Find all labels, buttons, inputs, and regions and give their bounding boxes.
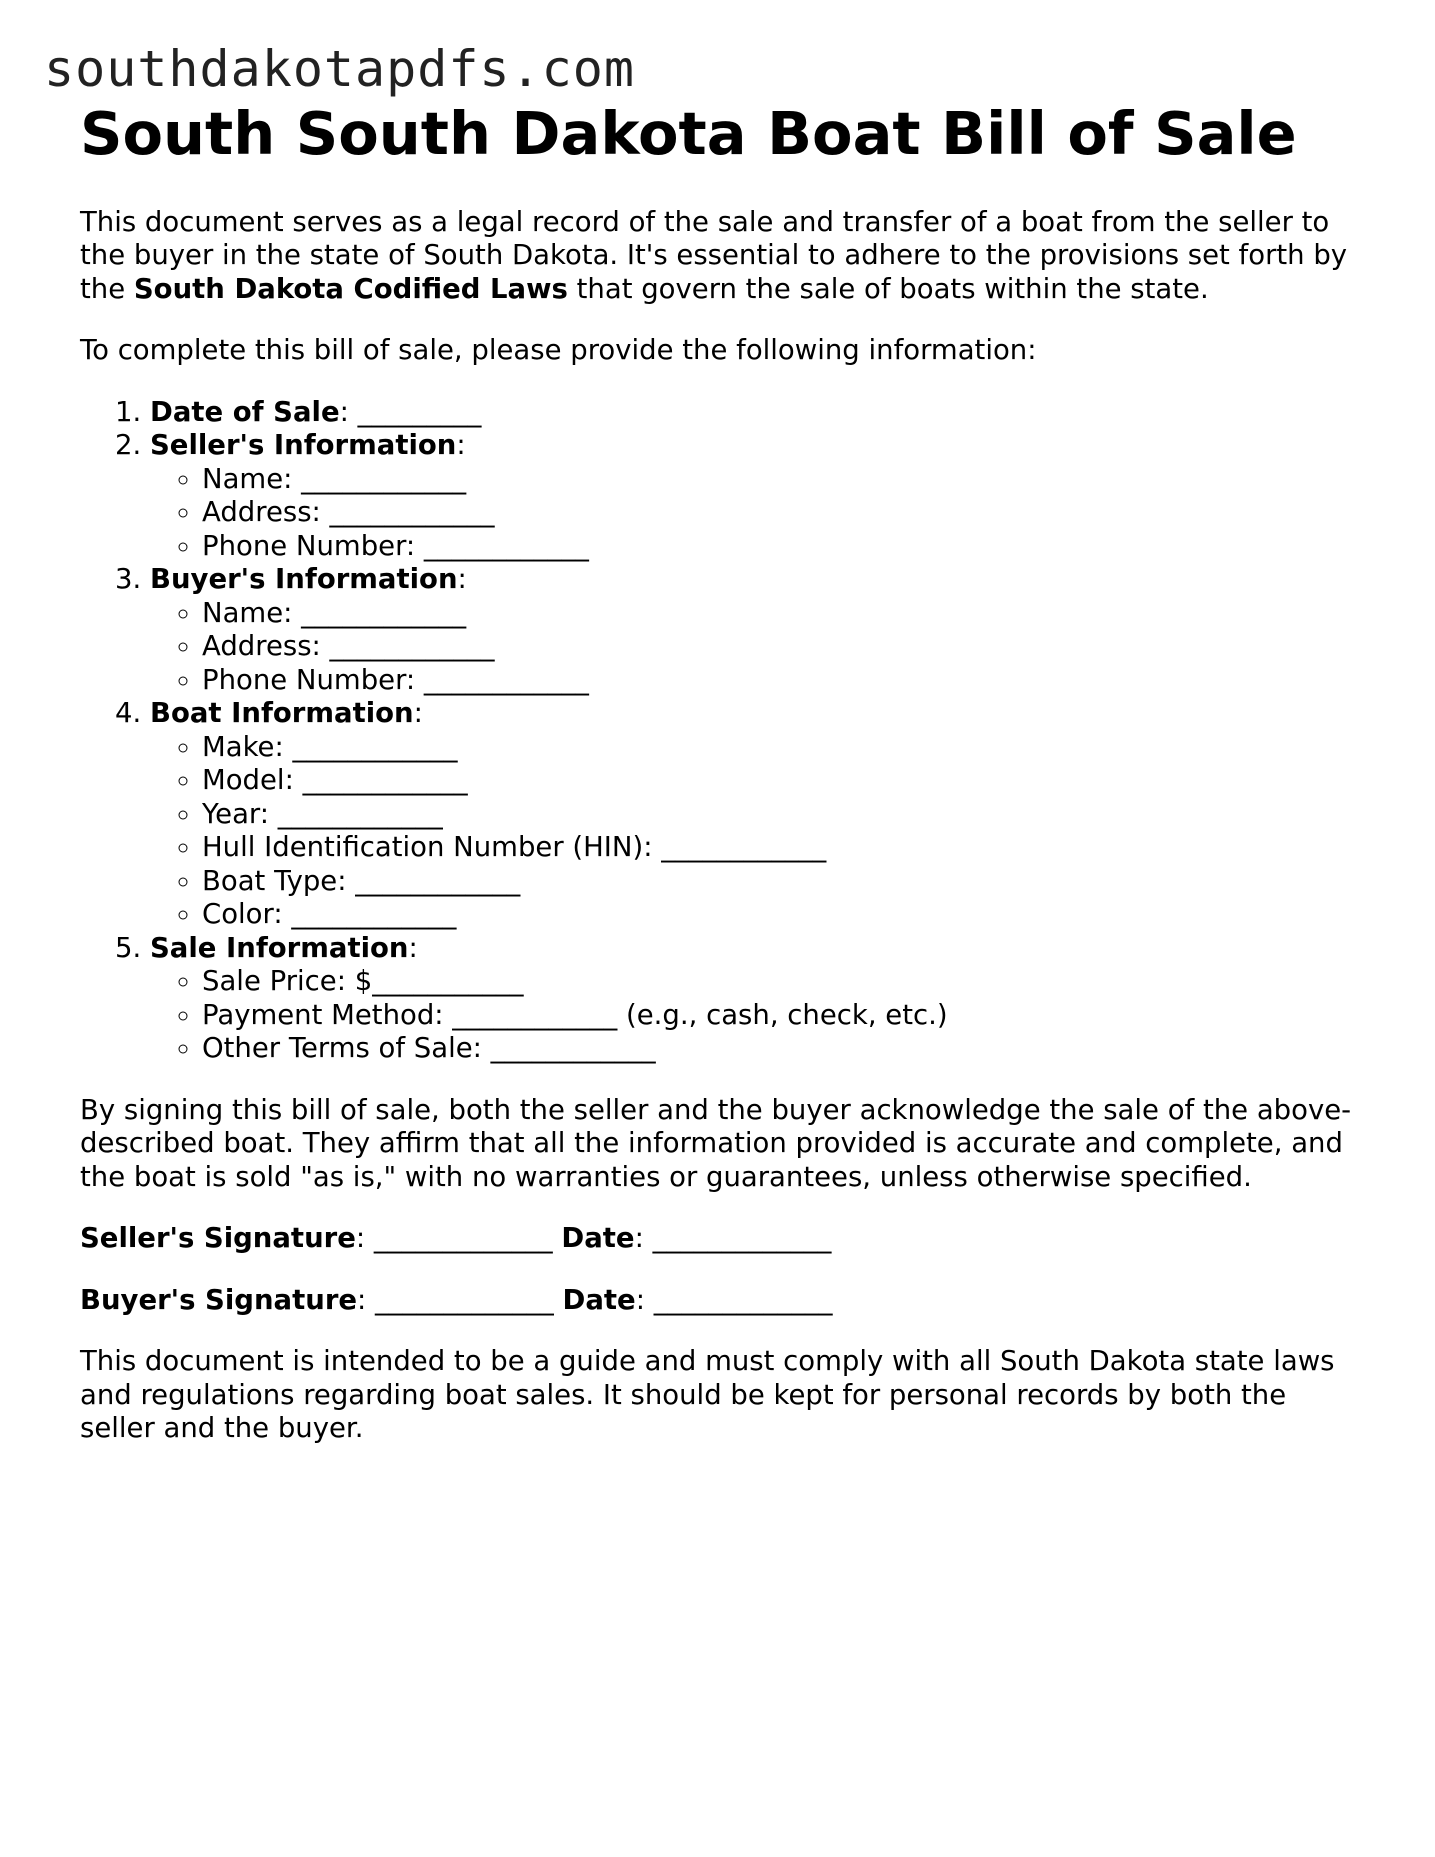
- page-title: South South Dakota Boat Bill of Sale: [80, 99, 1297, 168]
- seller-phone-field[interactable]: ◦ Phone Number: ____________: [202, 530, 1360, 564]
- sale-info-sublist: [150, 965, 1360, 1066]
- buyer-signature-label: Buyer's Signature: [80, 1283, 358, 1316]
- codified-laws-reference: South Dakota Codified Laws: [133, 272, 568, 305]
- buyer-phone-field[interactable]: ◦ Phone Number: ____________: [202, 664, 1360, 698]
- seller-info-label: Seller's Information: [150, 429, 457, 462]
- buyer-name-field[interactable]: ◦ Name: ____________: [202, 597, 1360, 631]
- buyer-info-sublist: [150, 597, 1360, 698]
- boat-color-field[interactable]: ◦ Color: ____________: [202, 898, 1360, 932]
- boat-info-label: Boat Information: [150, 697, 414, 730]
- information-list: [80, 396, 1360, 1066]
- seller-signature-blank[interactable]: : _____________: [355, 1222, 562, 1255]
- sale-price-field[interactable]: ◦ Sale Price: $___________: [202, 965, 1360, 999]
- buyer-date-label: Date: [562, 1283, 636, 1316]
- footer-disclaimer: This document is intended to be a guide and must comply with all South Dakota state laws and regulations regarding boat sales. It should be kept for personal records by both the seller and the buyer.: [80, 1345, 1335, 1445]
- boat-type-field[interactable]: ◦ Boat Type: ____________: [202, 865, 1360, 899]
- buyer-signature-blank[interactable]: : _____________: [357, 1283, 563, 1316]
- buyer-info-label: Buyer's Information: [150, 563, 458, 596]
- date-of-sale-label: Date of Sale: [150, 395, 340, 428]
- list-item-boat-information: 4. Boat Information: ◦ Make: ____________ ◦ Model: ____________ ◦ Year: ____________ ◦ Hull Identification Number (HIN): ____________ ◦ Boat Type: ____________ ◦ Color: ____________: [150, 697, 1360, 932]
- intro-paragraph: [80, 206, 1360, 307]
- boat-make-field[interactable]: ◦ Make: ____________: [202, 731, 1360, 765]
- seller-name-field[interactable]: ◦ Name: ____________: [202, 463, 1360, 497]
- instructions-lead: To complete this bill of sale, please provide the following information:: [80, 334, 1037, 367]
- buyer-address-field[interactable]: ◦ Address: ____________: [202, 630, 1360, 664]
- date-of-sale-blank[interactable]: : _________: [339, 395, 482, 428]
- seller-date-blank[interactable]: : _____________: [634, 1222, 832, 1255]
- site-watermark: southdakotapdfs.com: [44, 40, 635, 98]
- boat-year-field[interactable]: ◦ Year: ____________: [202, 798, 1360, 832]
- seller-address-field[interactable]: ◦ Address: ____________: [202, 496, 1360, 530]
- seller-date-label: Date: [561, 1222, 635, 1255]
- list-item-date-of-sale: [150, 396, 1360, 430]
- intro-text-after: that govern the sale of boats within the state.: [567, 272, 1209, 305]
- document-body: [80, 100, 1360, 1446]
- seller-signature-label: Seller's Signature: [80, 1222, 356, 1255]
- intro-text-before: This document serves as a legal record of the sale and transfer of a boat from the seller to the buyer in the state of South Dakota. It's essential to adhere to the provisions set forth by the: [80, 205, 1348, 305]
- list-item-buyer-information: 3. Buyer's Information: ◦ Name: ____________ ◦ Address: ____________ ◦ Phone Number: ____________: [150, 563, 1360, 697]
- boat-model-field[interactable]: ◦ Model: ____________: [202, 764, 1360, 798]
- buyer-signature-line: [80, 1284, 1360, 1318]
- payment-method-field[interactable]: ◦ Payment Method: ____________ (e.g., cash, check, etc.): [202, 999, 1360, 1033]
- sale-info-label: Sale Information: [150, 931, 409, 964]
- seller-signature-line: [80, 1222, 1360, 1256]
- acknowledgement-paragraph: By signing this bill of sale, both the seller and the buyer acknowledge the sale of the above-described boat. They affirm that all the information provided is accurate and complete, and the boat is sold "as is," with no warranties or guarantees, unless otherwise specified.: [80, 1093, 1352, 1193]
- list-item-seller-information: 2. Seller's Information: ◦ Name: ____________ ◦ Address: ____________ ◦ Phone Number: ____________: [150, 429, 1360, 563]
- other-terms-field[interactable]: ◦ Other Terms of Sale: ____________: [202, 1032, 1360, 1066]
- seller-info-sublist: [150, 463, 1360, 564]
- list-item-sale-information: 5. Sale Information: ◦ Sale Price: $___________ ◦ Payment Method: ____________ (e.g., cash, check, etc.) ◦ Other Terms of Sale: ____________: [150, 932, 1360, 1066]
- buyer-date-blank[interactable]: : _____________: [635, 1283, 833, 1316]
- boat-info-sublist: [150, 731, 1360, 932]
- boat-hin-field[interactable]: ◦ Hull Identification Number (HIN): ____________: [202, 831, 1360, 865]
